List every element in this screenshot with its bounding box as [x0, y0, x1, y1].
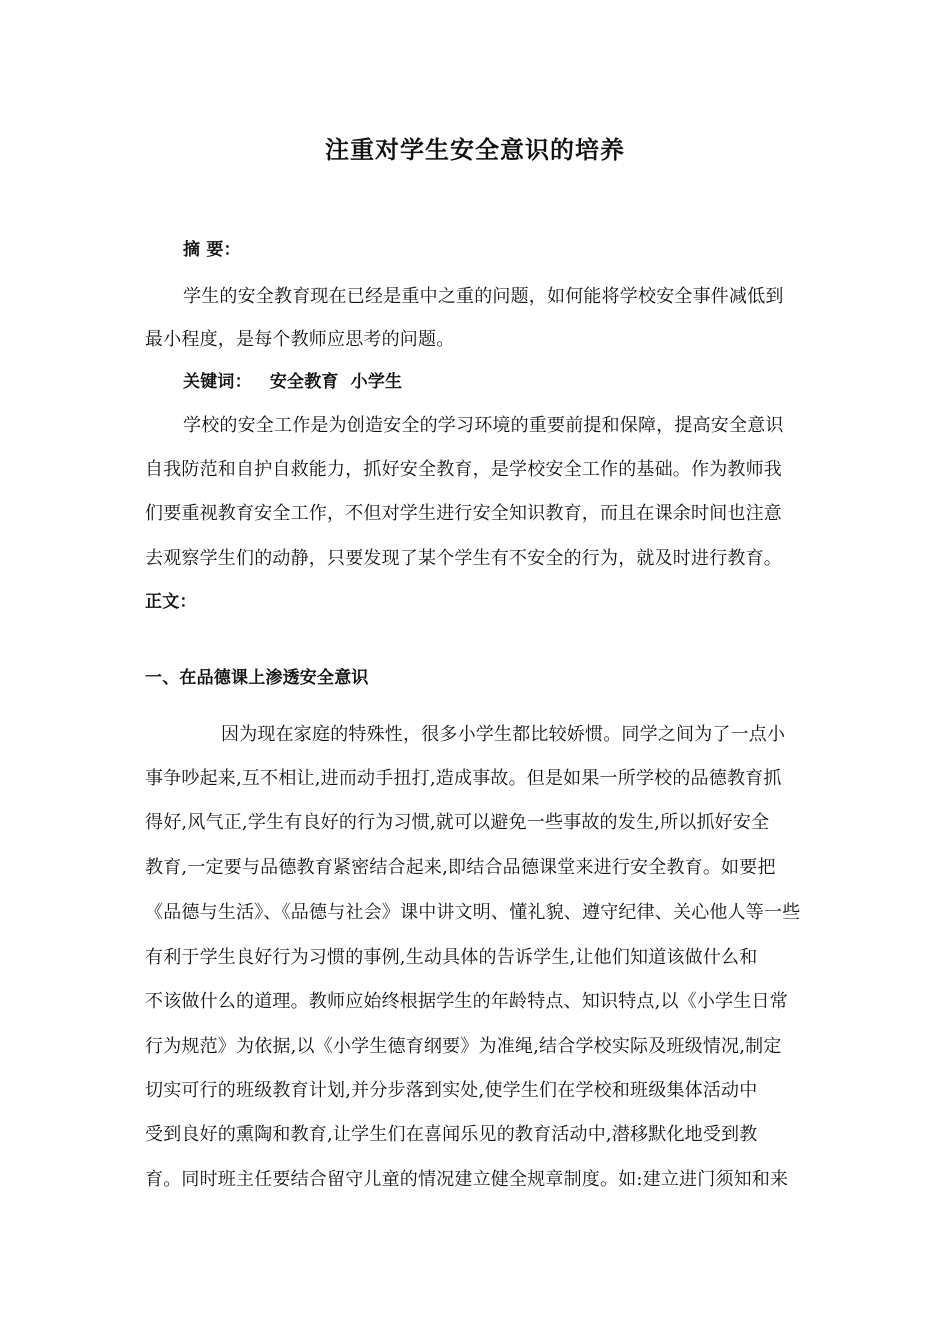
intro-line: 们要重视教育安全工作，不但对学生进行安全知识教育，而且在课余时间也注意: [145, 503, 782, 524]
section-line: 事争吵起来,互不相让,进而动手扭打,造成事故。但是如果一所学校的品德教育抓: [145, 768, 782, 789]
section-line: 受到良好的熏陶和教育,让学生们在喜闻乐见的教育活动中,潜移默化地受到教: [145, 1124, 758, 1145]
abstract-label: 摘 要：: [183, 240, 241, 260]
section-line: 教育,一定要与品德教育紧密结合起来,即结合品德课堂来进行安全教育。如要把: [145, 857, 776, 878]
section-heading: 一、在品德课上渗透安全意识: [145, 668, 369, 688]
intro-line: 自我防范和自护自救能力，抓好安全教育，是学校安全工作的基础。作为教师我: [145, 459, 782, 480]
section-line: 《品德与生活》、《品德与社会》课中讲文明、懂礼貌、遵守纪律、关心他人等一些: [145, 902, 801, 923]
section-line: 育。同时班主任要结合留守儿童的情况建立健全规章制度。如:建立进门须知和来: [145, 1169, 789, 1190]
section-line: 得好,风气正,学生有良好的行为习惯,就可以避免一些事故的发生,所以抓好安全: [145, 812, 770, 833]
keywords-label: 关键词：: [183, 372, 252, 392]
abstract-line: 学生的安全教育现在已经是重中之重的问题，如何能将学校安全事件减低到: [183, 286, 784, 307]
keyword-item: 安全教育: [269, 372, 339, 392]
intro-line: 学校的安全工作是为创造安全的学习环境的重要前提和保障，提高安全意识: [183, 415, 784, 436]
section-line: 行为规范》为依据,以《小学生德育纲要》为准绳,结合学校实际及班级情况,制定: [145, 1036, 782, 1057]
abstract-line: 最小程度，是每个教师应思考的问题。: [145, 329, 455, 350]
intro-line: 去观察学生们的动静，只要发现了某个学生有不安全的行为，就及时进行教育。: [145, 548, 782, 569]
document-title: 注重对学生安全意识的培养: [325, 136, 625, 164]
section-line: 不该做什么的道理。教师应始终根据学生的年龄特点、知识特点,以《小学生日常: [145, 991, 788, 1012]
keyword-item: 小学生: [350, 372, 403, 392]
section-line: 因为现在家庭的特殊性，很多小学生都比较娇惯。同学之间为了一点小: [221, 724, 786, 745]
body-label: 正文：: [145, 592, 197, 612]
keywords-row: [183, 369, 402, 395]
section-line: 有利于学生良好行为习惯的事例,生动具体的告诉学生,让他们知道该做什么和: [145, 947, 758, 968]
section-line: 切实可行的班级教育计划,并分步落到实处,使学生们在学校和班级集体活动中: [145, 1080, 758, 1101]
